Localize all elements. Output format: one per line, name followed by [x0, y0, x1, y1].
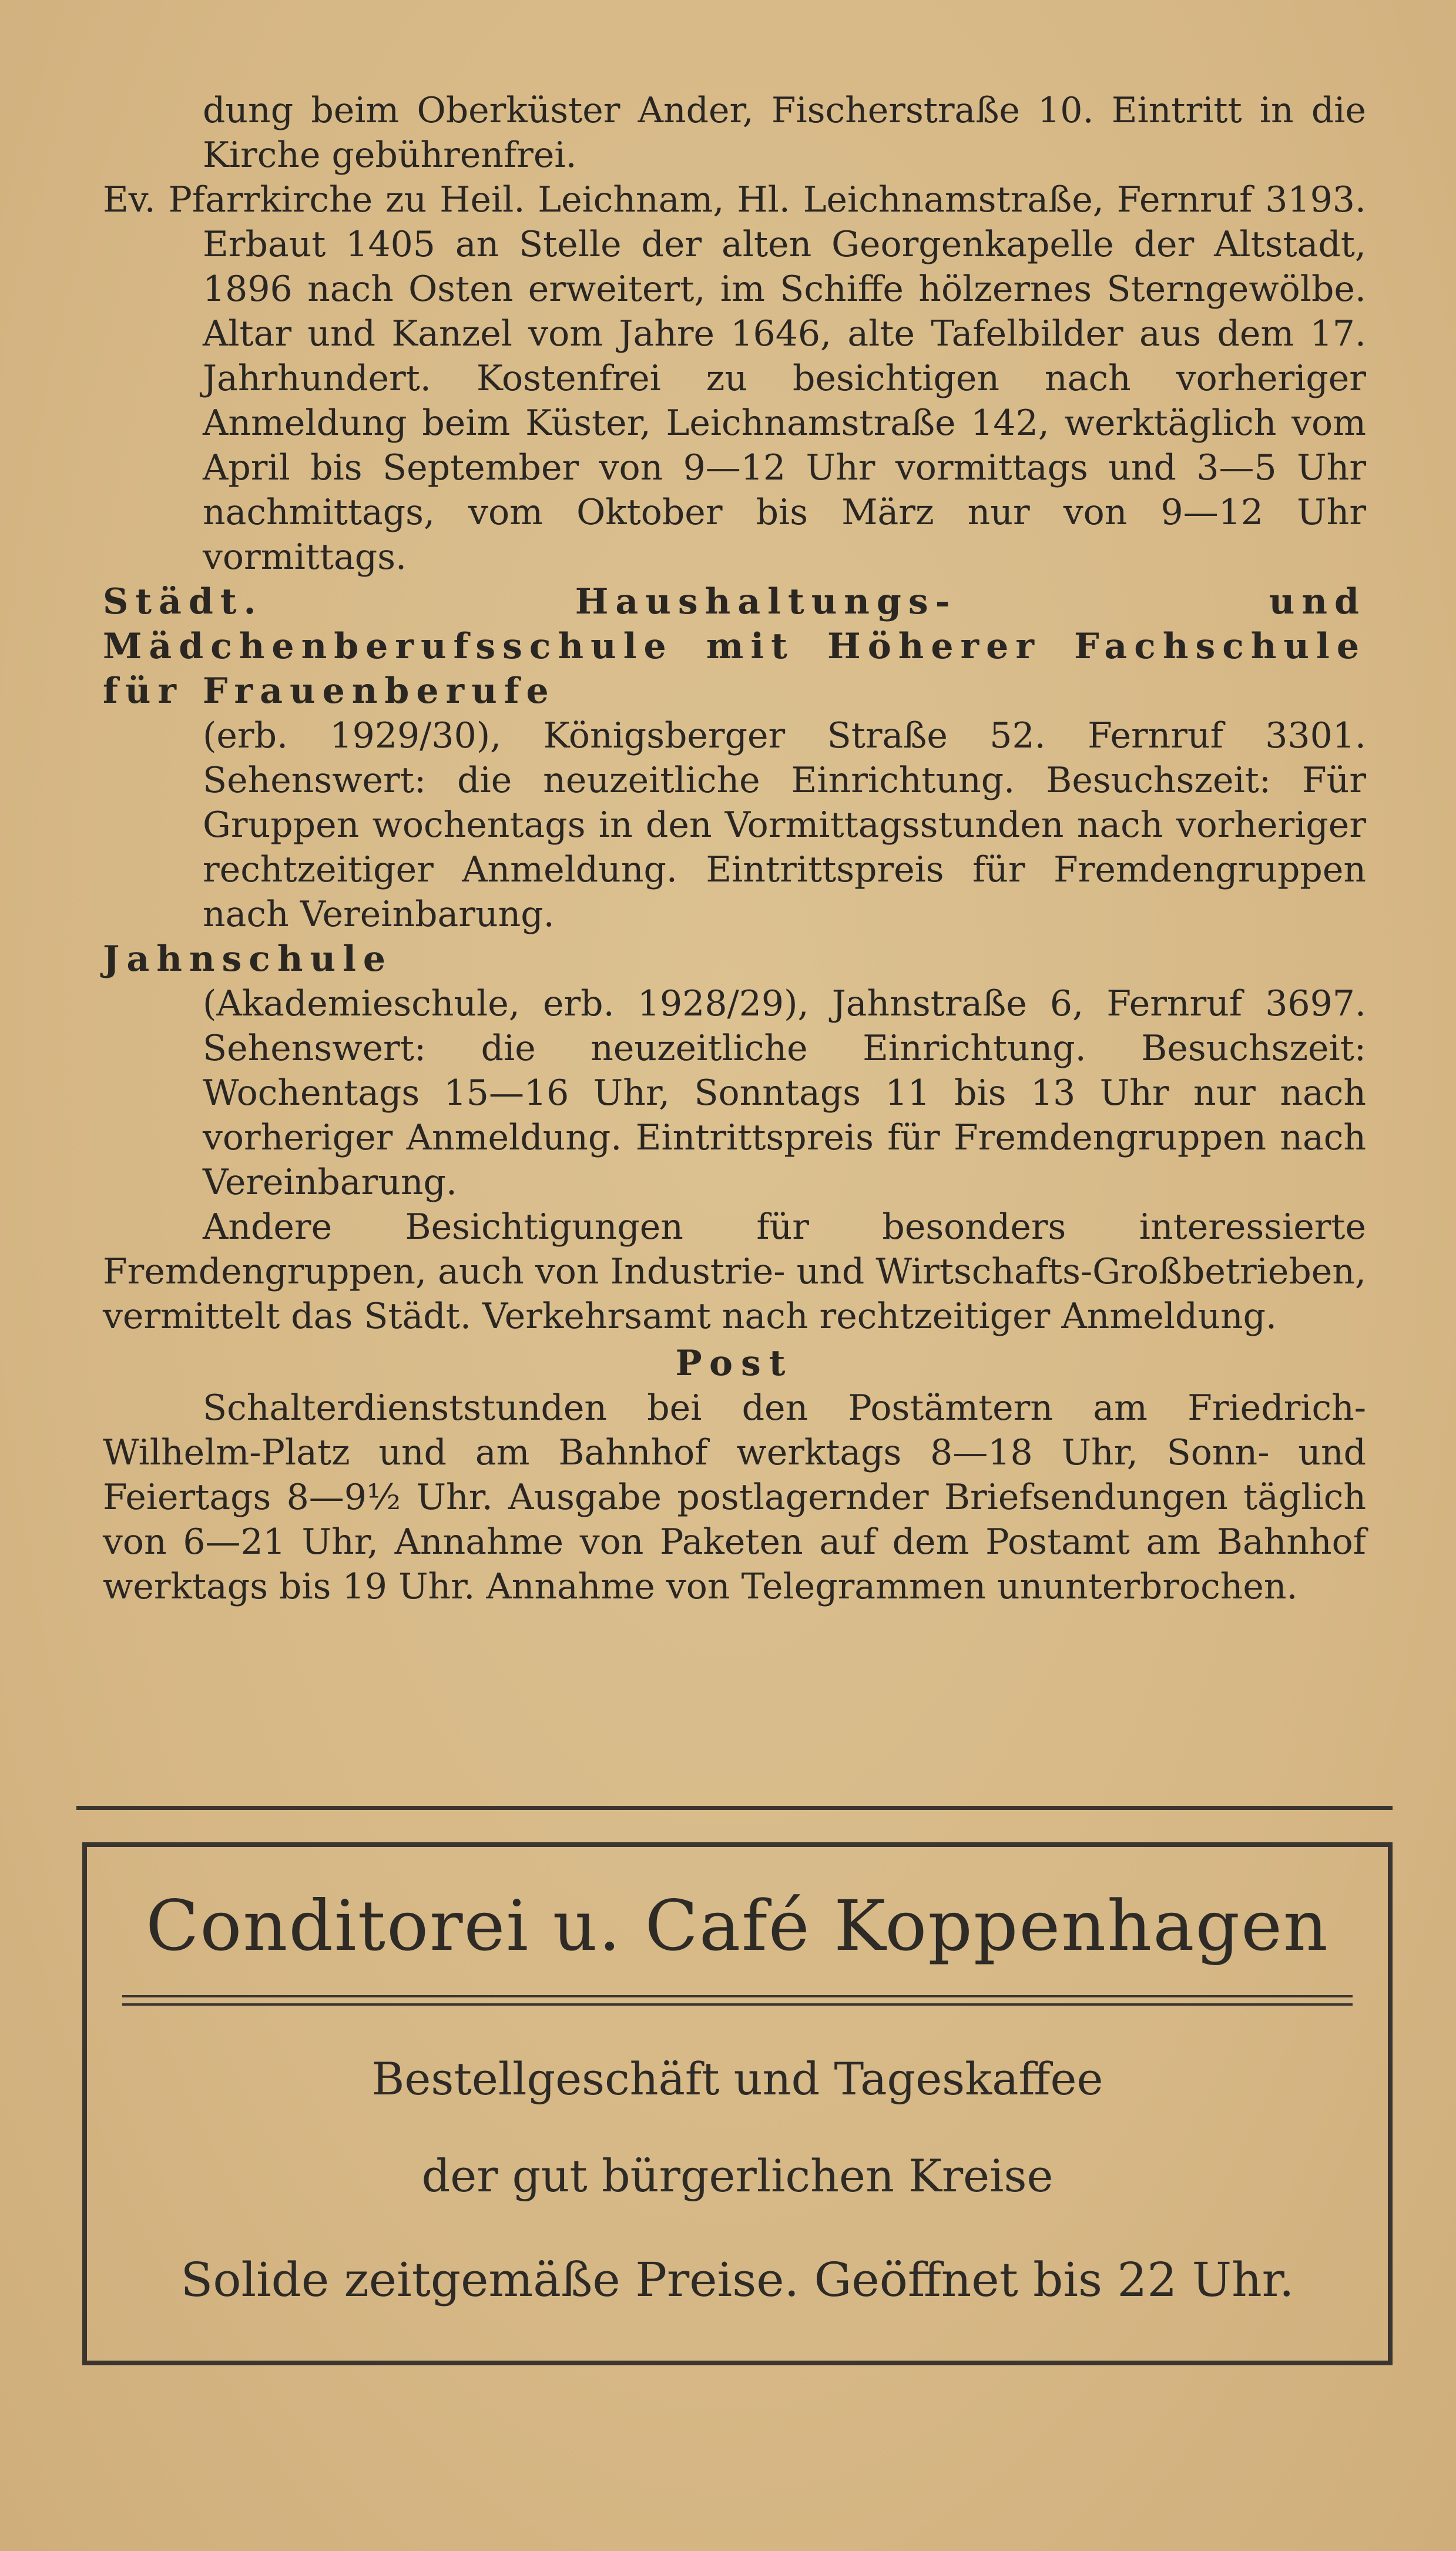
paragraph-heil-leichnam: Ev. Pfarrkirche zu Heil. Leichnam, Hl. Leichnamstraße, Fernruf 3193. Erbaut 1405 an Stelle der alten Georgenkapelle der Altstadt, 1896 nach Osten erweitert, im Schiffe hölzernes Sterngewölbe. Altar und Kanzel vom Jahre 1646, alte Tafelbilder aus dem 17. Jahrhundert. Kostenfrei zu besichtigen nach vorheriger Anmeldung beim Küster, Leichnamstraße 142, werktäglich vom April bis September von 9—12 Uhr vormittags und 3—5 Uhr nachmittags, vom Oktober bis März nur von 9—12 Uhr vormittags.	[103, 179, 1366, 578]
ad-line-3: Solide zeitgemäße Preise. Geöffnet bis 22 Uhr.	[180, 2252, 1294, 2307]
paragraph-continuation: dung beim Oberküster Ander, Fischerstraße 10. Eintritt in die Kirche gebührenfrei.	[203, 90, 1366, 176]
paragraph-post: Schalterdienststunden bei den Postämtern am Friedrich-Wilhelm-Platz und am Bahnhof werktags 8—18 Uhr, Sonn- und Feiertags 8—9½ Uhr. Ausgabe postlagernder Briefsendungen täglich von 6—21 Uhr, Annahme von Paketen auf dem Postamt am Bahnhof werktags bis 19 Uhr. Annahme von Telegrammen ununterbrochen.	[103, 1387, 1366, 1607]
body-text	[103, 88, 1366, 1609]
ad-line-1: Bestellgeschäft und Tageskaffee	[371, 2053, 1103, 2105]
advertisement-box	[82, 1842, 1393, 2365]
ad-rule-bottom	[122, 2003, 1353, 2006]
ad-title: Conditorei u. Café Koppenhagen	[146, 1885, 1329, 1966]
paragraph-jahnschule: (Akademieschule, erb. 1928/29), Jahnstraße 6, Fernruf 3697. Sehenswert: die neuzeitliche Einrichtung. Besuchszeit: Wochentags 15—16 Uhr, Sonntags 11 bis 13 Uhr nur nach vorheriger Anmeldung. Eintrittspreis für Fremdengruppen nach Vereinbarung.	[203, 983, 1366, 1203]
ad-line-2: der gut bürgerlichen Kreise	[421, 2150, 1054, 2202]
paragraph-haushaltungsschule: (erb. 1929/30), Königsberger Straße 52. Fernruf 3301. Sehenswert: die neuzeitliche Einrichtung. Besuchszeit: Für Gruppen wochentags in den Vormittagsstunden nach vorheriger rechtzeitiger Anmeldung. Eintrittspreis für Fremdengruppen nach Vereinbarung.	[203, 715, 1366, 935]
paragraph-besichtigungen: Andere Besichtigungen für besonders interessierte Fremdengruppen, auch von Industrie- und Wirtschafts-Großbetrieben, vermittelt das Städt. Verkehrsamt nach rechtzeitiger Anmeldung.	[103, 1206, 1367, 1337]
heading-post: Post	[675, 1343, 794, 1384]
heading-jahnschule: Jahnschule	[103, 938, 393, 980]
heading-haushaltungsschule: Städt. Haushaltungs- und Mädchenberufsschule mit Höherer Fachschule für Frauenberufe	[103, 581, 1366, 712]
separator-rule	[76, 1806, 1393, 1810]
ad-rule-top	[122, 1995, 1353, 1997]
